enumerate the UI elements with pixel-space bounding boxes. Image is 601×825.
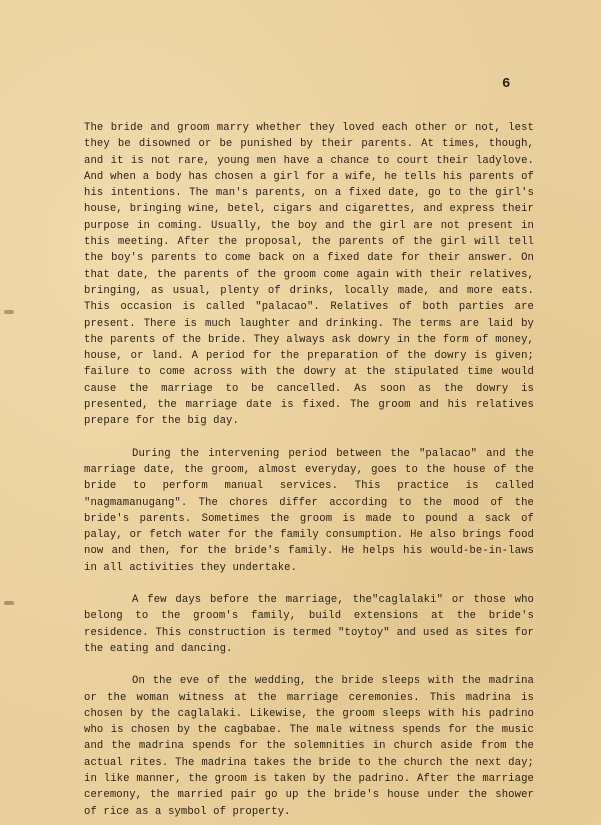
document-body xyxy=(84,120,534,820)
paragraph-betrothal: The bride and groom marry whether they loved each other or not, lest they be disowned or be punished by their parents. At times, though, and it is not rare, young men have a chance to court their ladylove. And when a body has chosen a girl for a wife, he tells his parents of his intentions. The man's parents, on a fixed date, go to the girl's house, bringing wine, betel, cigars and cigarettes, and express their purpose in coming. Usually, the boy and the girl are not present in this meeting. After the proposal, the parents of the girl will tell the boy's parents to come back on a fixed date for their answer. On that date, the parents of the groom come again with their relatives, bringing, as usual, plenty of drinks, locally made, and more eats. This occasion is called "palacao". Relatives of both parties are present. There is much laughter and drinking. The terms are laid by the parents of the bride. They always ask dowry in the form of money, house, or land. A period for the preparation of the dowry is given; failure to come across with the dowry at the stipulated time would cause the marriage to be cancelled. As soon as the dowry is presented, the marriage date is fixed. The groom and his relatives prepare for the big day. xyxy=(84,122,534,428)
binding-mark-bottom xyxy=(4,601,14,605)
binding-mark-top xyxy=(4,310,14,314)
paragraph-wedding-eve: On the eve of the wedding, the bride sleeps with the madrina or the woman witness at the marriage ceremonies. This madrina is chosen by the caglalaki. Likewise, the groom sleeps with his padrino who is chosen by the cagbabae. The male witness spends for the music and the madrina spends for the solemnities in church aside from the actual rites. The madrina takes the bride to the church the next day; in like manner, the groom is taken by the padrino. After the marriage ceremony, the married pair go up the bride's house under the shower of rice as a symbol of property. xyxy=(84,675,534,818)
paragraph-toytoy: A few days before the marriage, the"caglalaki" or those who belong to the groom's family, build extensions at the bride's residence. This construction is termed "toytoy" and used as sites for the eating and dancing. xyxy=(84,594,534,655)
paragraph-service: During the intervening period between the "palacao" and the marriage date, the groom, almost everyday, goes to the house of the bride to perform manual services. This practice is called "nagmamanugang". The chores differ according to the mood of the bride's parents. Sometimes the groom is made to pound a sack of palay, or fetch water for the family consumption. He also brings food now and then, for the bride's family. He helps his would-be-in-laws in all activities they undertake. xyxy=(84,447,534,574)
page-number: 6 xyxy=(502,76,511,92)
